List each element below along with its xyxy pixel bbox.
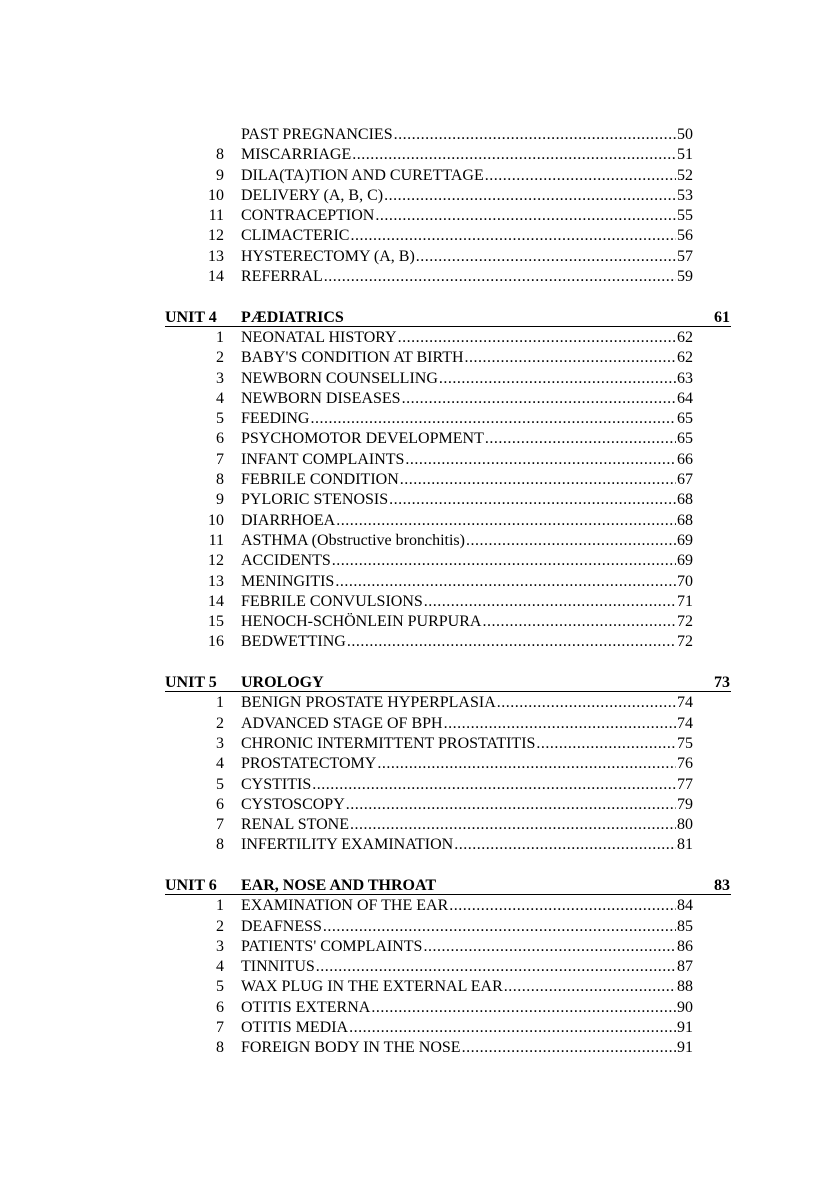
toc-entry[interactable] (0, 267, 822, 287)
toc-entry[interactable] (0, 511, 822, 531)
dot-leader (454, 835, 676, 855)
entry-number: 4 (216, 389, 224, 407)
unit-label: UNIT 5 (165, 674, 217, 692)
entry-page-number: 70 (677, 572, 693, 590)
entry-number: 7 (216, 816, 224, 834)
entry-page-number: 52 (677, 166, 693, 184)
entry-title: MISCARRIAGE (241, 146, 352, 164)
entry-title: PYLORIC STENOSIS (241, 491, 389, 509)
toc-section (0, 653, 822, 856)
entry-number: 8 (216, 146, 224, 164)
toc-section (0, 287, 822, 652)
dot-leader (424, 592, 676, 612)
entry-number: 1 (216, 897, 224, 915)
entry-title: BENIGN PROSTATE HYPERPLASIA (241, 694, 496, 712)
dot-leader (466, 531, 676, 551)
dot-leader (416, 247, 676, 267)
entry-page-number: 67 (677, 471, 693, 489)
entry-title: FEBRILE CONVULSIONS (241, 592, 423, 610)
entry-number: 11 (208, 531, 224, 549)
entry-title: ADVANCED STAGE OF BPH (241, 714, 443, 732)
toc-entry[interactable] (0, 348, 822, 368)
entry-title: NEWBORN COUNSELLING (241, 369, 438, 387)
entry-title: WAX PLUG IN THE EXTERNAL EAR (241, 978, 503, 996)
entry-page-number: 75 (677, 734, 693, 752)
entry-line (241, 206, 693, 226)
entry-page-number: 86 (677, 937, 693, 955)
toc-entry[interactable] (0, 145, 822, 165)
toc-entry[interactable] (0, 977, 822, 997)
toc-entry[interactable] (0, 612, 822, 632)
entry-page-number: 62 (677, 349, 693, 367)
entry-title: DILA(TA)TION AND CURETTAGE (241, 166, 484, 184)
entry-number: 3 (216, 369, 224, 387)
toc-entry[interactable] (0, 632, 822, 652)
entry-title: CLIMACTERIC (241, 227, 350, 245)
entry-number: 4 (216, 958, 224, 976)
entry-line (241, 551, 693, 571)
entry-title: PSYCHOMOTOR DEVELOPMENT (241, 430, 484, 448)
dot-leader (439, 369, 676, 389)
toc-entry[interactable] (0, 937, 822, 957)
entry-number: 13 (208, 247, 224, 265)
section-spacer (0, 653, 822, 673)
entry-line (241, 835, 693, 855)
entry-line (241, 348, 693, 368)
entry-line (241, 226, 693, 246)
entry-line (241, 125, 693, 145)
toc-entry[interactable] (0, 166, 822, 186)
entry-line (241, 186, 693, 206)
entry-title: INFERTILITY EXAMINATION (241, 836, 454, 854)
entry-line (241, 389, 693, 409)
entry-page-number: 68 (677, 511, 693, 529)
entry-line (241, 369, 693, 389)
dot-leader (405, 450, 676, 470)
entry-page-number: 50 (677, 126, 693, 143)
dot-leader (394, 125, 676, 145)
entry-number: 12 (208, 227, 224, 245)
entry-number: 5 (216, 410, 224, 428)
entry-number: 6 (216, 795, 224, 813)
entry-line (241, 409, 693, 429)
toc-entry[interactable] (0, 835, 822, 855)
entry-number: 2 (216, 714, 224, 732)
entry-line (241, 592, 693, 612)
entry-line (241, 328, 693, 348)
dot-leader (375, 206, 676, 226)
entry-title: INFANT COMPLAINTS (241, 450, 405, 468)
dot-leader (485, 429, 676, 449)
entry-number: 3 (216, 734, 224, 752)
entry-title: OTITIS MEDIA (241, 1019, 349, 1037)
section-spacer (0, 287, 822, 307)
entry-title: MENINGITIS (241, 572, 335, 590)
entry-line (241, 896, 693, 916)
toc-entry[interactable] (0, 714, 822, 734)
entry-page-number: 65 (677, 410, 693, 428)
unit-page-number: 61 (714, 308, 730, 326)
entry-line (241, 775, 693, 795)
entry-number: 2 (216, 349, 224, 367)
entry-title: PATIENTS' COMPLAINTS (241, 937, 423, 955)
entry-line (241, 998, 693, 1018)
entry-page-number: 55 (677, 207, 693, 225)
toc-entry[interactable] (0, 389, 822, 409)
toc-entry[interactable] (0, 551, 822, 571)
entry-title: CYSTOSCOPY (241, 795, 345, 813)
entry-line (241, 693, 693, 713)
entry-number: 1 (216, 328, 224, 346)
unit-title: EAR, NOSE AND THROAT (241, 876, 436, 894)
unit-page-number: 73 (714, 674, 730, 692)
entry-title: REFERRAL (241, 268, 323, 286)
toc-entry[interactable] (0, 572, 822, 592)
entry-number: 13 (208, 572, 224, 590)
entry-line (241, 450, 693, 470)
entry-title: CHRONIC INTERMITTENT PROSTATITIS (241, 734, 536, 752)
dot-leader (536, 734, 676, 754)
toc-section (0, 856, 822, 1059)
entry-line (241, 917, 693, 937)
entry-number: 14 (208, 592, 224, 610)
dot-leader (462, 1038, 676, 1058)
toc-entry[interactable] (0, 795, 822, 815)
toc-entry[interactable] (0, 125, 822, 145)
entry-title: BEDWETTING (241, 633, 346, 651)
entry-title: PAST PREGNANCIES (241, 126, 393, 143)
entry-title: FEEDING (241, 410, 310, 428)
unit-page-number: 83 (714, 876, 730, 894)
entry-number: 12 (208, 552, 224, 570)
entry-title: NEWBORN DISEASES (241, 389, 401, 407)
dot-leader (350, 226, 676, 246)
entry-line (241, 714, 693, 734)
dot-leader (371, 998, 676, 1018)
entry-title: FEBRILE CONDITION (241, 471, 399, 489)
entry-title: HENOCH-SCHÖNLEIN PURPURA (241, 613, 482, 631)
toc-section (0, 125, 822, 287)
entry-line (241, 1018, 693, 1038)
entry-number: 11 (208, 207, 224, 225)
entry-page-number: 72 (677, 613, 693, 631)
toc-entry[interactable] (0, 815, 822, 835)
entry-line (241, 734, 693, 754)
toc-entry[interactable] (0, 247, 822, 267)
dot-leader (310, 409, 676, 429)
dot-leader (482, 612, 676, 632)
dot-leader (402, 389, 676, 409)
entry-number: 15 (208, 613, 224, 631)
unit-label: UNIT 6 (165, 876, 217, 894)
entry-line (241, 267, 693, 287)
toc-entry[interactable] (0, 490, 822, 510)
toc-entry[interactable] (0, 226, 822, 246)
toc-entry[interactable] (0, 1038, 822, 1058)
entry-number: 5 (216, 978, 224, 996)
toc-entry[interactable] (0, 957, 822, 977)
dot-leader (335, 572, 676, 592)
entry-page-number: 64 (677, 389, 693, 407)
entry-page-number: 80 (677, 816, 693, 834)
unit-heading (0, 876, 822, 896)
entry-title: TINNITUS (241, 958, 315, 976)
entry-line (241, 429, 693, 449)
entry-line (241, 977, 693, 997)
dot-leader (423, 937, 676, 957)
dot-leader (400, 470, 676, 490)
entry-line (241, 145, 693, 165)
entry-number: 14 (208, 268, 224, 286)
toc-entry[interactable] (0, 592, 822, 612)
dot-leader (332, 551, 676, 571)
entry-page-number: 90 (677, 998, 693, 1016)
entry-page-number: 56 (677, 227, 693, 245)
dot-leader (347, 632, 676, 652)
toc-entry[interactable] (0, 896, 822, 916)
toc-entry[interactable] (0, 369, 822, 389)
entry-line (241, 632, 693, 652)
entry-page-number: 74 (677, 714, 693, 732)
entry-page-number: 66 (677, 450, 693, 468)
entry-page-number: 77 (677, 775, 693, 793)
entry-page-number: 87 (677, 958, 693, 976)
unit-label: UNIT 4 (165, 308, 217, 326)
unit-heading (0, 673, 822, 693)
entry-line (241, 754, 693, 774)
toc-entry[interactable] (0, 775, 822, 795)
entry-page-number: 79 (677, 795, 693, 813)
entry-title: DEAFNESS (241, 917, 322, 935)
entry-number: 10 (208, 511, 224, 529)
dot-leader (465, 348, 676, 368)
entry-page-number: 51 (677, 146, 693, 164)
dot-leader (444, 714, 676, 734)
entry-number: 4 (216, 755, 224, 773)
entry-number: 7 (216, 450, 224, 468)
entry-title: RENAL STONE (241, 816, 349, 834)
entry-page-number: 53 (677, 186, 693, 204)
entry-number: 3 (216, 937, 224, 955)
entry-title: OTITIS EXTERNA (241, 998, 371, 1016)
dot-leader (485, 166, 676, 186)
entry-line (241, 470, 693, 490)
toc-entry[interactable] (0, 429, 822, 449)
entry-line (241, 815, 693, 835)
entry-page-number: 72 (677, 633, 693, 651)
entry-title: CYSTITIS (241, 775, 312, 793)
entry-line (241, 795, 693, 815)
entry-number: 8 (216, 1039, 224, 1057)
dot-leader (504, 977, 676, 997)
entry-line (241, 531, 693, 551)
dot-leader (377, 754, 676, 774)
entry-page-number: 76 (677, 755, 693, 773)
toc-entry[interactable] (0, 734, 822, 754)
toc-entry[interactable] (0, 409, 822, 429)
entry-page-number: 74 (677, 694, 693, 712)
unit-title: UROLOGY (241, 674, 324, 692)
dot-leader (312, 775, 676, 795)
entry-title: ACCIDENTS (241, 552, 331, 570)
entry-title: HYSTERECTOMY (A, B) (241, 247, 415, 265)
entry-number: 2 (216, 917, 224, 935)
entry-line (241, 957, 693, 977)
toc-entry[interactable] (0, 328, 822, 348)
entry-title: BABY'S CONDITION AT BIRTH (241, 349, 464, 367)
entry-title: DIARRHOEA (241, 511, 336, 529)
entry-page-number: 88 (677, 978, 693, 996)
dot-leader (497, 693, 676, 713)
entry-page-number: 69 (677, 531, 693, 549)
entry-page-number: 65 (677, 430, 693, 448)
entry-page-number: 69 (677, 552, 693, 570)
entry-title: ASTHMA (Obstructive bronchitis) (241, 531, 465, 549)
entry-page-number: 62 (677, 328, 693, 346)
entry-number: 6 (216, 998, 224, 1016)
toc-entry[interactable] (0, 998, 822, 1018)
toc-entry[interactable] (0, 186, 822, 206)
entry-line (241, 490, 693, 510)
unit-title: PÆDIATRICS (241, 308, 344, 326)
entry-title: EXAMINATION OF THE EAR (241, 897, 449, 915)
entry-line (241, 511, 693, 531)
entry-title: NEONATAL HISTORY (241, 328, 397, 346)
dot-leader (398, 328, 676, 348)
entry-page-number: 63 (677, 369, 693, 387)
dot-leader (352, 145, 676, 165)
dot-leader (316, 957, 676, 977)
dot-leader (350, 815, 676, 835)
toc-entry[interactable] (0, 693, 822, 713)
entry-line (241, 572, 693, 592)
entry-page-number: 85 (677, 917, 693, 935)
dot-leader (346, 795, 676, 815)
entry-page-number: 57 (677, 247, 693, 265)
dot-leader (324, 267, 676, 287)
dot-leader (449, 896, 676, 916)
entry-page-number: 68 (677, 491, 693, 509)
dot-leader (389, 490, 676, 510)
entry-title: CONTRACEPTION (241, 207, 375, 225)
entry-page-number: 71 (677, 592, 693, 610)
dot-leader (323, 917, 676, 937)
entry-line (241, 1038, 693, 1058)
entry-number: 16 (208, 633, 224, 651)
table-of-contents (0, 125, 822, 1059)
entry-title: FOREIGN BODY IN THE NOSE (241, 1039, 461, 1057)
entry-number: 5 (216, 775, 224, 793)
section-spacer (0, 856, 822, 876)
entry-number: 1 (216, 694, 224, 712)
entry-line (241, 247, 693, 267)
entry-title: PROSTATECTOMY (241, 755, 377, 773)
toc-entry[interactable] (0, 206, 822, 226)
entry-line (241, 937, 693, 957)
toc-entry[interactable] (0, 531, 822, 551)
toc-entry[interactable] (0, 450, 822, 470)
toc-entry[interactable] (0, 917, 822, 937)
entry-number: 9 (216, 166, 224, 184)
dot-leader (349, 1018, 676, 1038)
entry-number: 8 (216, 471, 224, 489)
entry-line (241, 612, 693, 632)
entry-page-number: 59 (677, 268, 693, 286)
dot-leader (384, 186, 676, 206)
entry-line (241, 166, 693, 186)
entry-number: 10 (208, 186, 224, 204)
entry-title: DELIVERY (A, B, C) (241, 186, 384, 204)
entry-page-number: 91 (677, 1039, 693, 1057)
toc-entry[interactable] (0, 1018, 822, 1038)
toc-entry[interactable] (0, 754, 822, 774)
entry-number: 8 (216, 836, 224, 854)
unit-heading (0, 308, 822, 328)
entry-number: 7 (216, 1019, 224, 1037)
dot-leader (336, 511, 676, 531)
entry-page-number: 81 (677, 836, 693, 854)
toc-entry[interactable] (0, 470, 822, 490)
entry-page-number: 84 (677, 897, 693, 915)
entry-number: 9 (216, 491, 224, 509)
entry-page-number: 91 (677, 1019, 693, 1037)
entry-number: 6 (216, 430, 224, 448)
